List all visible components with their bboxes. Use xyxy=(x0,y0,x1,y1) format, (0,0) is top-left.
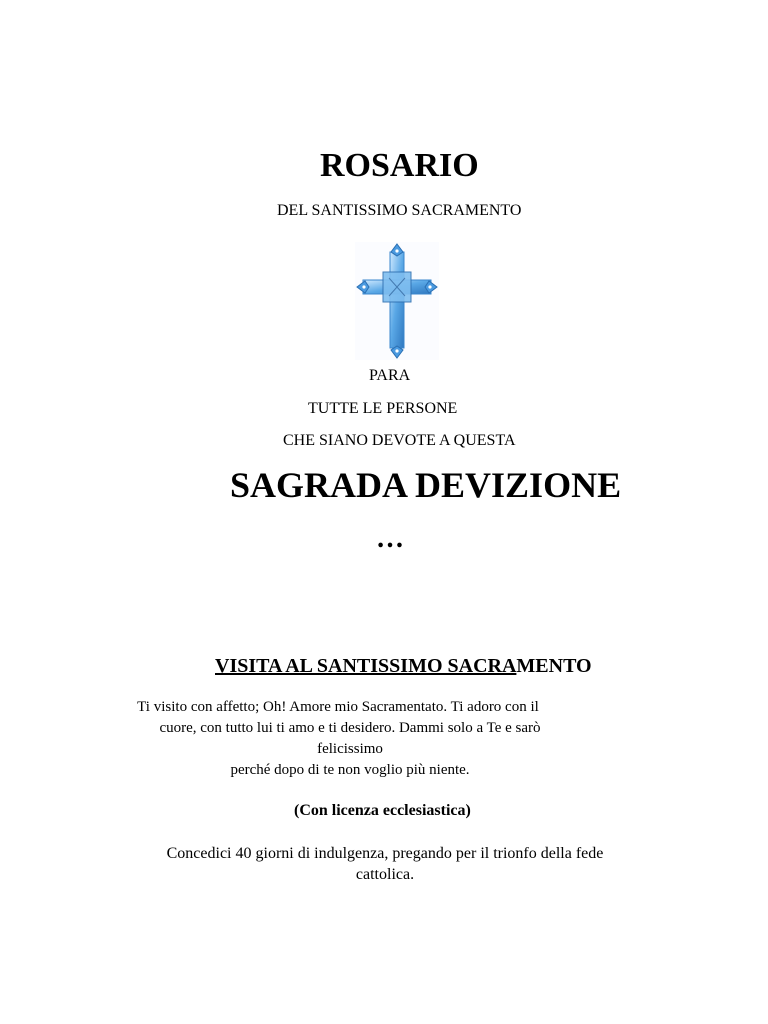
indulgence-line: Concedici 40 giorni di indulgenza, pregando per il trionfo della fede xyxy=(166,845,604,862)
section-title-rest: MENTO xyxy=(516,655,592,677)
prayer-text xyxy=(110,697,590,781)
section-title xyxy=(215,653,592,679)
document-subtitle: DEL SANTISSIMO SACRAMENTO xyxy=(277,202,522,219)
prayer-line: Ti visito con affetto; Oh! Amore mio Sacramentato. Ti adoro con il xyxy=(137,699,539,715)
section-title-underlined: VISITA AL SANTISSIMO SACRA xyxy=(215,655,517,677)
prayer-line: cuore, con tutto lui ti amo e ti desidero. Dammi solo a Te e sarò xyxy=(159,720,541,736)
indulgence-line: cattolica. xyxy=(355,866,415,883)
license-note: (Con licenza ecclesiastica) xyxy=(294,802,471,819)
text-che-siano-devote: CHE SIANO DEVOTE A QUESTA xyxy=(283,432,516,449)
text-para: PARA xyxy=(369,367,411,384)
text-tutte-le-persone: TUTTE LE PERSONE xyxy=(308,400,458,417)
indulgence-text xyxy=(140,843,630,885)
prayer-line: felicissimo xyxy=(317,741,383,757)
document-title: ROSARIO xyxy=(320,147,479,184)
ellipsis: … xyxy=(376,523,405,554)
prayer-line: perché dopo di te non voglio più niente. xyxy=(230,762,470,778)
cross-icon xyxy=(355,242,439,360)
devotion-heading: SAGRADA DEVIZIONE xyxy=(230,465,622,505)
